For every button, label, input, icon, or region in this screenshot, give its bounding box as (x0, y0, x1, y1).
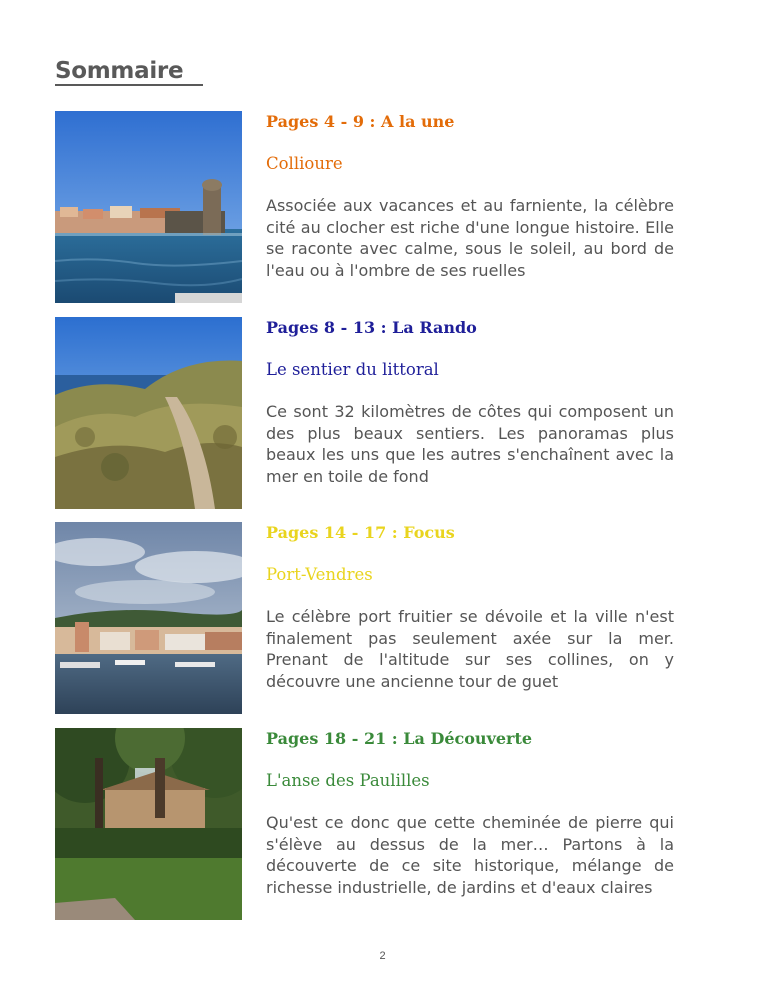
entry-subtitle: Le sentier du littoral (266, 360, 439, 379)
entry-anse-des-paulilles (55, 728, 685, 920)
page-title: Sommaire (55, 58, 184, 84)
entry-collioure (55, 111, 685, 303)
page-number: 2 (379, 950, 386, 962)
entry-sentier-du-littoral (55, 317, 685, 509)
coastal-path-photo (55, 317, 242, 509)
entry-heading: Pages 8 - 13 : La Rando (266, 318, 477, 337)
entry-heading: Pages 4 - 9 : A la une (266, 112, 455, 131)
entry-description: Ce sont 32 kilomètres de côtes qui composent un des plus beaux sentiers. Les panoramas plus beaux les uns que les autres s'enchaînent avec la mer en toile de fond (266, 402, 674, 486)
entry-port-vendres (55, 522, 685, 714)
paulilles-photo (55, 728, 242, 920)
entry-description: Associée aux vacances et au farniente, la célèbre cité au clocher est riche d'une longue histoire. Elle se raconte avec calme, sous le soleil, au bord de l'eau ou à l'ombre de ses ruelles (266, 196, 674, 280)
entry-text (266, 111, 674, 281)
entry-subtitle: Collioure (266, 154, 343, 173)
entry-heading: Pages 18 - 21 : La Découverte (266, 729, 533, 748)
title-underline (55, 84, 203, 86)
entry-text (266, 317, 674, 487)
port-vendres-photo (55, 522, 242, 714)
entry-heading: Pages 14 - 17 : Focus (266, 523, 455, 542)
entry-description: Qu'est ce donc que cette cheminée de pierre qui s'élève au dessus de la mer… Partons à la découverte de ce site historique, mélange de richesse industrielle, de jardins et d'eaux claires (266, 813, 674, 897)
entry-description: Le célèbre port fruitier se dévoile et la ville n'est finalement pas seulement axée sur la mer. Prenant de l'altitude sur ses collines, on y découvre une ancienne tour de guet (266, 607, 674, 691)
collioure-harbour-photo (55, 111, 242, 303)
entry-text (266, 522, 674, 692)
entry-text (266, 728, 674, 898)
entry-subtitle: Port-Vendres (266, 565, 373, 584)
entry-subtitle: L'anse des Paulilles (266, 771, 430, 790)
